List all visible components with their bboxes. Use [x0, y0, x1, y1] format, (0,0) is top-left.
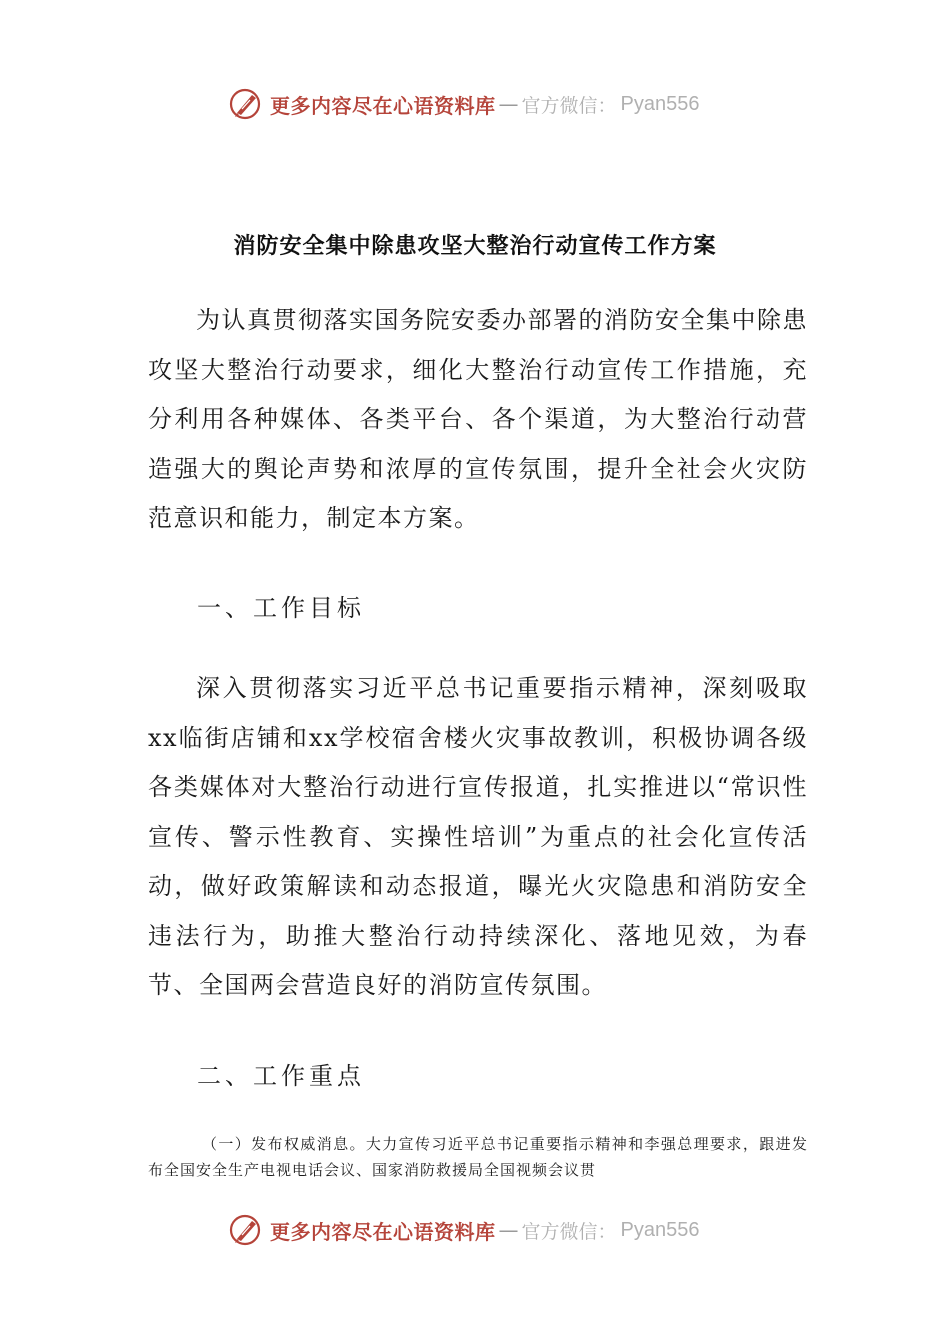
watermark-separator: — — [498, 1218, 519, 1242]
focus-item-paragraph: （一）发布权威消息。大力宣传习近平总书记重要指示精神和李强总理要求，跟进发布全国安全生产电视电话会议、国家消防救援局全国视频会议贯 — [148, 1135, 808, 1179]
section-heading-goals: 一、工作目标 — [197, 594, 365, 622]
section-heading-focus: 二、工作重点 — [197, 1062, 365, 1090]
quill-pen-logo-icon — [228, 86, 264, 122]
intro-paragraph: 为认真贯彻落实国务院安委办部署的消防安全集中除患攻坚大整治行动要求，细化大整治行动宣传工作措施，充分利用各种媒体、各类平台、各个渠道，为大整治行动营造强大的舆论声势和浓厚的宣传氛围，提升全社会火灾防范意识和能力，制定本方案。 — [148, 306, 808, 532]
watermark-wechat-label: 官方微信： — [521, 94, 617, 117]
goals-paragraph: 深入贯彻落实习近平总书记重要指示精神，深刻吸取xx临街店铺和xx学校宿舍楼火灾事故教训，积极协调各级各类媒体对大整治行动进行宣传报道，扎实推进以“常识性宣传、警示性教育、实操性培训”为重点的社会化宣传活动，做好政策解读和动态报道，曝光火灾隐患和消防安全违法行为，助推大整治行动持续深化、落地见效，为春节、全国两会营造良好的消防宣传氛围。 — [148, 674, 808, 999]
watermark-banner-bottom — [228, 1210, 748, 1250]
document-title: 消防安全集中除患攻坚大整治行动宣传工作方案 — [233, 233, 717, 259]
watermark-separator: — — [498, 92, 519, 116]
watermark-wechat-id: Pyan556 — [620, 92, 700, 115]
watermark-wechat-label: 官方微信： — [521, 1220, 617, 1243]
watermark-brand-text: 更多内容尽在心语资料库 — [270, 1219, 496, 1244]
quill-pen-logo-icon — [228, 1212, 264, 1248]
watermark-brand-text: 更多内容尽在心语资料库 — [270, 93, 496, 118]
watermark-wechat-id: Pyan556 — [620, 1218, 700, 1241]
watermark-banner-top — [228, 84, 748, 124]
